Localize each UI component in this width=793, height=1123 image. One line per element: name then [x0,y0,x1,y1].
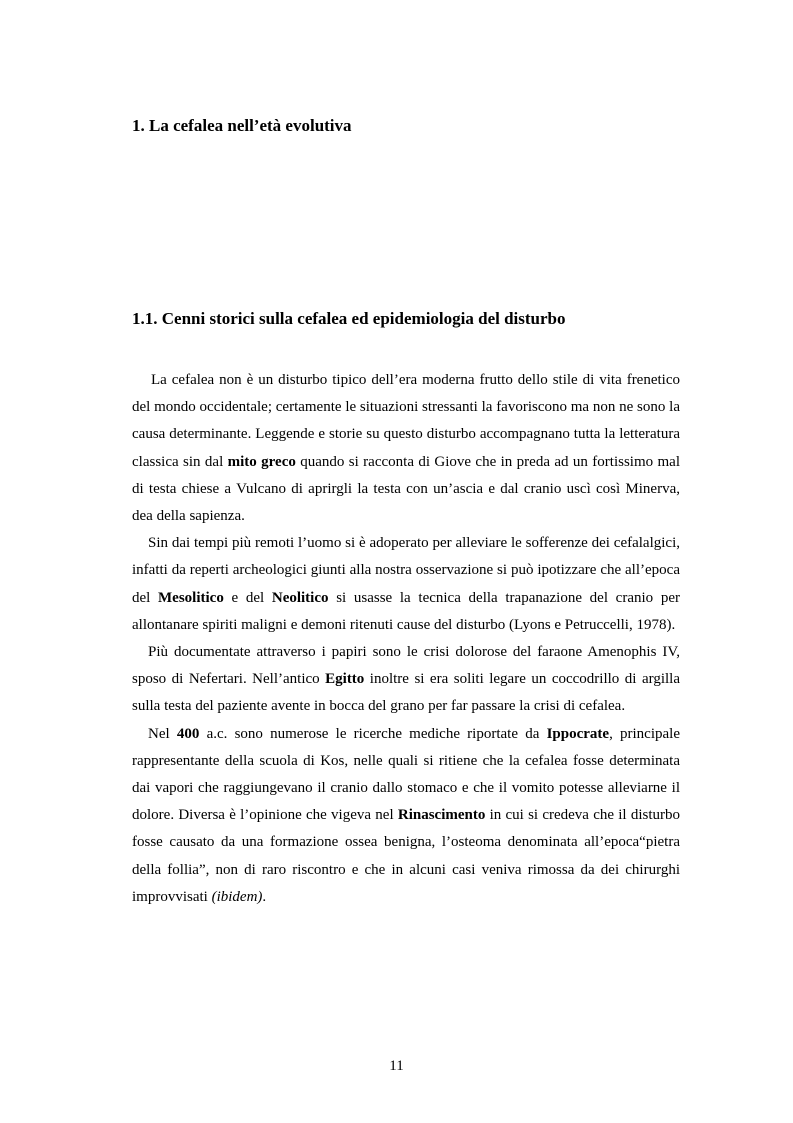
bold-term-ippocrate: Ippocrate [546,725,610,742]
text-run: si usasse la tecnica della trapanazione del cranio per allontanare spiriti maligni e demoni ritenuti cause del disturbo (Lyons e Petruccelli, 1978). [132,589,680,633]
text-run: Nel [148,725,177,742]
text-run: quando si racconta di Giove che in preda ad un fortissimo mal di testa chiese a Vulcano di aprirgli la testa con un’ascia e dal cranio uscì così Minerva, dea della sapienza. [132,453,680,525]
text-run: , principale rappresentante della scuola di Kos, nelle quali si ritiene che la cefalea fosse determinata dai vapori che raggiungevano il cranio dallo stomaco e che il vomito potesse alleviarne il dolore. Diversa è l’opinione che vigeva nel [132,725,680,824]
body-text [132,367,680,911]
page-number: 11 [389,1058,404,1074]
text-run: inoltre si era soliti legare un coccodrillo di argilla sulla testa del paziente avente in bocca del grano per far passare la crisi di cefalea. [132,671,680,715]
bold-term-rinascimento: Rinascimento [397,807,486,824]
text-run: La cefalea non è un disturbo tipico dell’era moderna frutto dello stile di vita frenetico del mondo occidentale; certamente le situazioni stressanti la favoriscono ma non ne sono la causa determinante. Leggende e storie su questo disturbo accompagnano tutta la letteratura classica sin dal [132,372,680,470]
paragraph-egitto [132,639,680,721]
paragraph-ippocrate [132,721,680,911]
text-run: . [262,888,267,905]
bold-term-400: 400 [176,725,200,742]
text-run: a.c. sono numerose le ricerche mediche riportate da [199,725,547,742]
italic-citation-ibidem: (ibidem) [211,888,263,905]
section-title: 1.1. Cenni storici sulla cefalea ed epidemiologia del disturbo [132,309,566,328]
text-run: e del [223,589,272,606]
paragraph-mito-greco [132,367,680,530]
bold-term-mito-greco: mito greco [227,453,296,470]
chapter-title: 1. La cefalea nell’età evolutiva [132,116,352,135]
text-run: Sin dai tempi più remoti l’uomo si è adoperato per alleviare le sofferenze dei cefalalgici, infatti da reperti archeologici giunti alla nostra osservazione si può ipotizzare che all’epoca del [132,535,680,606]
paragraph-preistoria [132,530,680,639]
bold-term-mesolitico: Mesolitico [158,589,224,606]
bold-term-egitto: Egitto [325,671,365,688]
text-run: Più documentate attraverso i papiri sono le crisi dolorose del faraone Amenophis IV, sposo di Nefertari. Nell’antico [132,644,680,688]
text-run: in cui si credeva che il disturbo fosse causato da una formazione ossea benigna, l’osteoma denominata all’epoca“pietra della follia”, non di raro riscontro e che in alcuni casi veniva rimossa da dei chirurghi improvvisati [132,807,680,905]
bold-term-neolitico: Neolitico [271,589,329,606]
